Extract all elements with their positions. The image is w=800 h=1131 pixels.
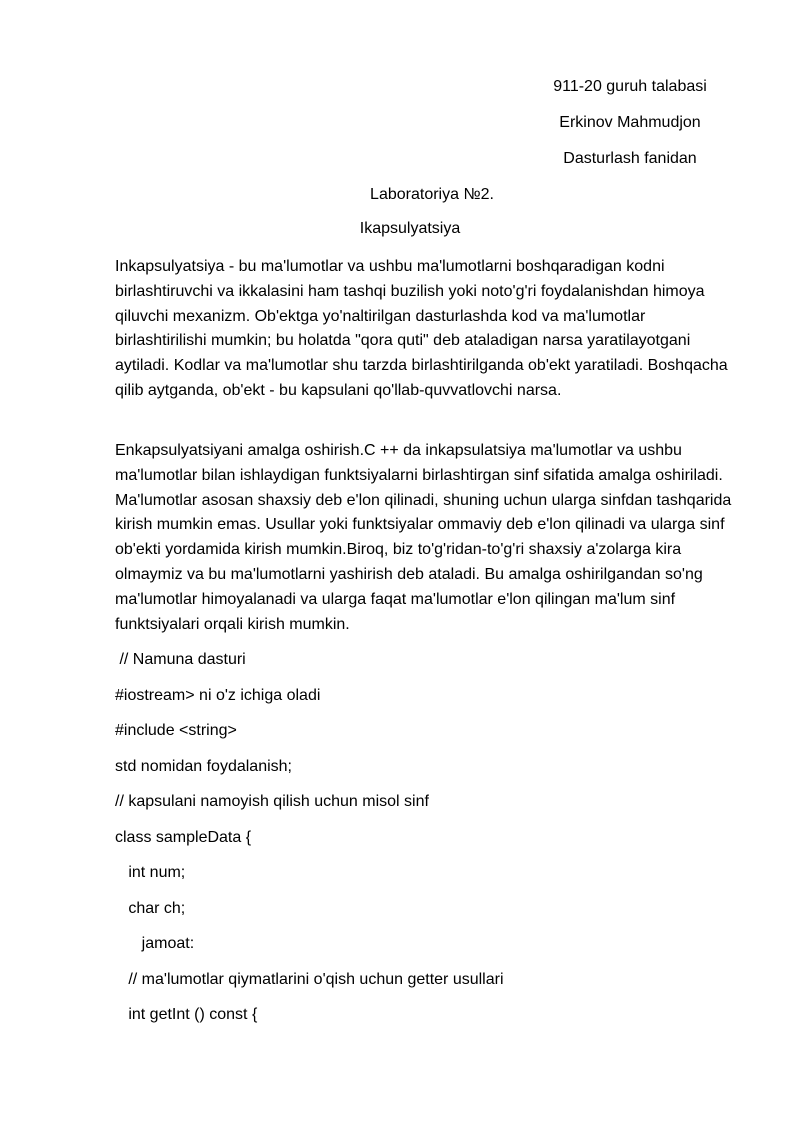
code-line: std nomidan foydalanish; [115, 758, 292, 775]
document-title: Laboratoriya №2. [370, 186, 494, 203]
code-line: int num; [115, 864, 186, 881]
document-subtitle: Ikapsulyatsiya [359, 220, 461, 237]
header-student: Erkinov Mahmudjon [559, 114, 701, 131]
code-line: jamoat: [115, 935, 195, 952]
code-line: int getInt () const { [115, 1006, 258, 1023]
header-group: 911-20 guruh talabasi [553, 78, 707, 95]
header-subject: Dasturlash fanidan [563, 150, 697, 167]
code-line: class sampleData { [115, 829, 252, 846]
paragraph-enkapsulyatsiya: Enkapsulyatsiyani amalga oshirish.C ++ da inkapsulatsiya ma'lumotlar va ushbu ma'lumotlar bilan ishlaydigan funktsiyalarni birlashtirgan sinf sifatida amalga oshiriladi. Ma'lumotlar asosan shaxsiy deb e'lon qilinadi, shuning uchun ularga sinfdan tashqarida kirish mumkin emas. Usullar yoki funktsiyalar ommaviy deb e'lon qilinadi va ularga sinf ob'ekti yordamida kirish mumkin.Biroq, biz to'g'ridan-to'g'ri shaxsiy a'zolarga kira olmaymiz va bu ma'lumotlarni yashirish deb ataladi. Bu amalga oshirilgandan so'ng ma'lumotlar himoyalanadi va ularga faqat ma'lumotlar e'lon qilingan ma'lum sinf funktsiyalari orqali kirish mumkin. [115, 442, 732, 633]
paragraph-inkapsulyatsiya: Inkapsulyatsiya - bu ma'lumotlar va ushbu ma'lumotlarni boshqaradigan kodni birlashtiruvchi va ikkalasini ham tashqi buzilish yoki noto'g'ri foydalanishdan himoya qiluvchi mexanizm. Ob'ektga yo'naltirilgan dasturlashda kod va ma'lumotlar birlashtirilishi mumkin; bu holatda "qora quti" deb ataladigan narsa yaratilayotgani aytiladi. Kodlar va ma'lumotlar shu tarzda birlashtirilganda ob'ekt yaratiladi. Boshqacha qilib aytganda, ob'ekt - bu kapsulani qo'llab-quvvatlovchi narsa. [115, 258, 728, 399]
code-line: #include <string> [115, 722, 237, 739]
code-line: // kapsulani namoyish qilish uchun misol sinf [115, 793, 429, 810]
code-line: char ch; [115, 900, 186, 917]
code-line: // Namuna dasturi [115, 651, 246, 668]
code-line: #iostream> ni o'z ichiga oladi [115, 687, 321, 704]
code-line: // ma'lumotlar qiymatlarini o'qish uchun getter usullari [115, 971, 504, 988]
